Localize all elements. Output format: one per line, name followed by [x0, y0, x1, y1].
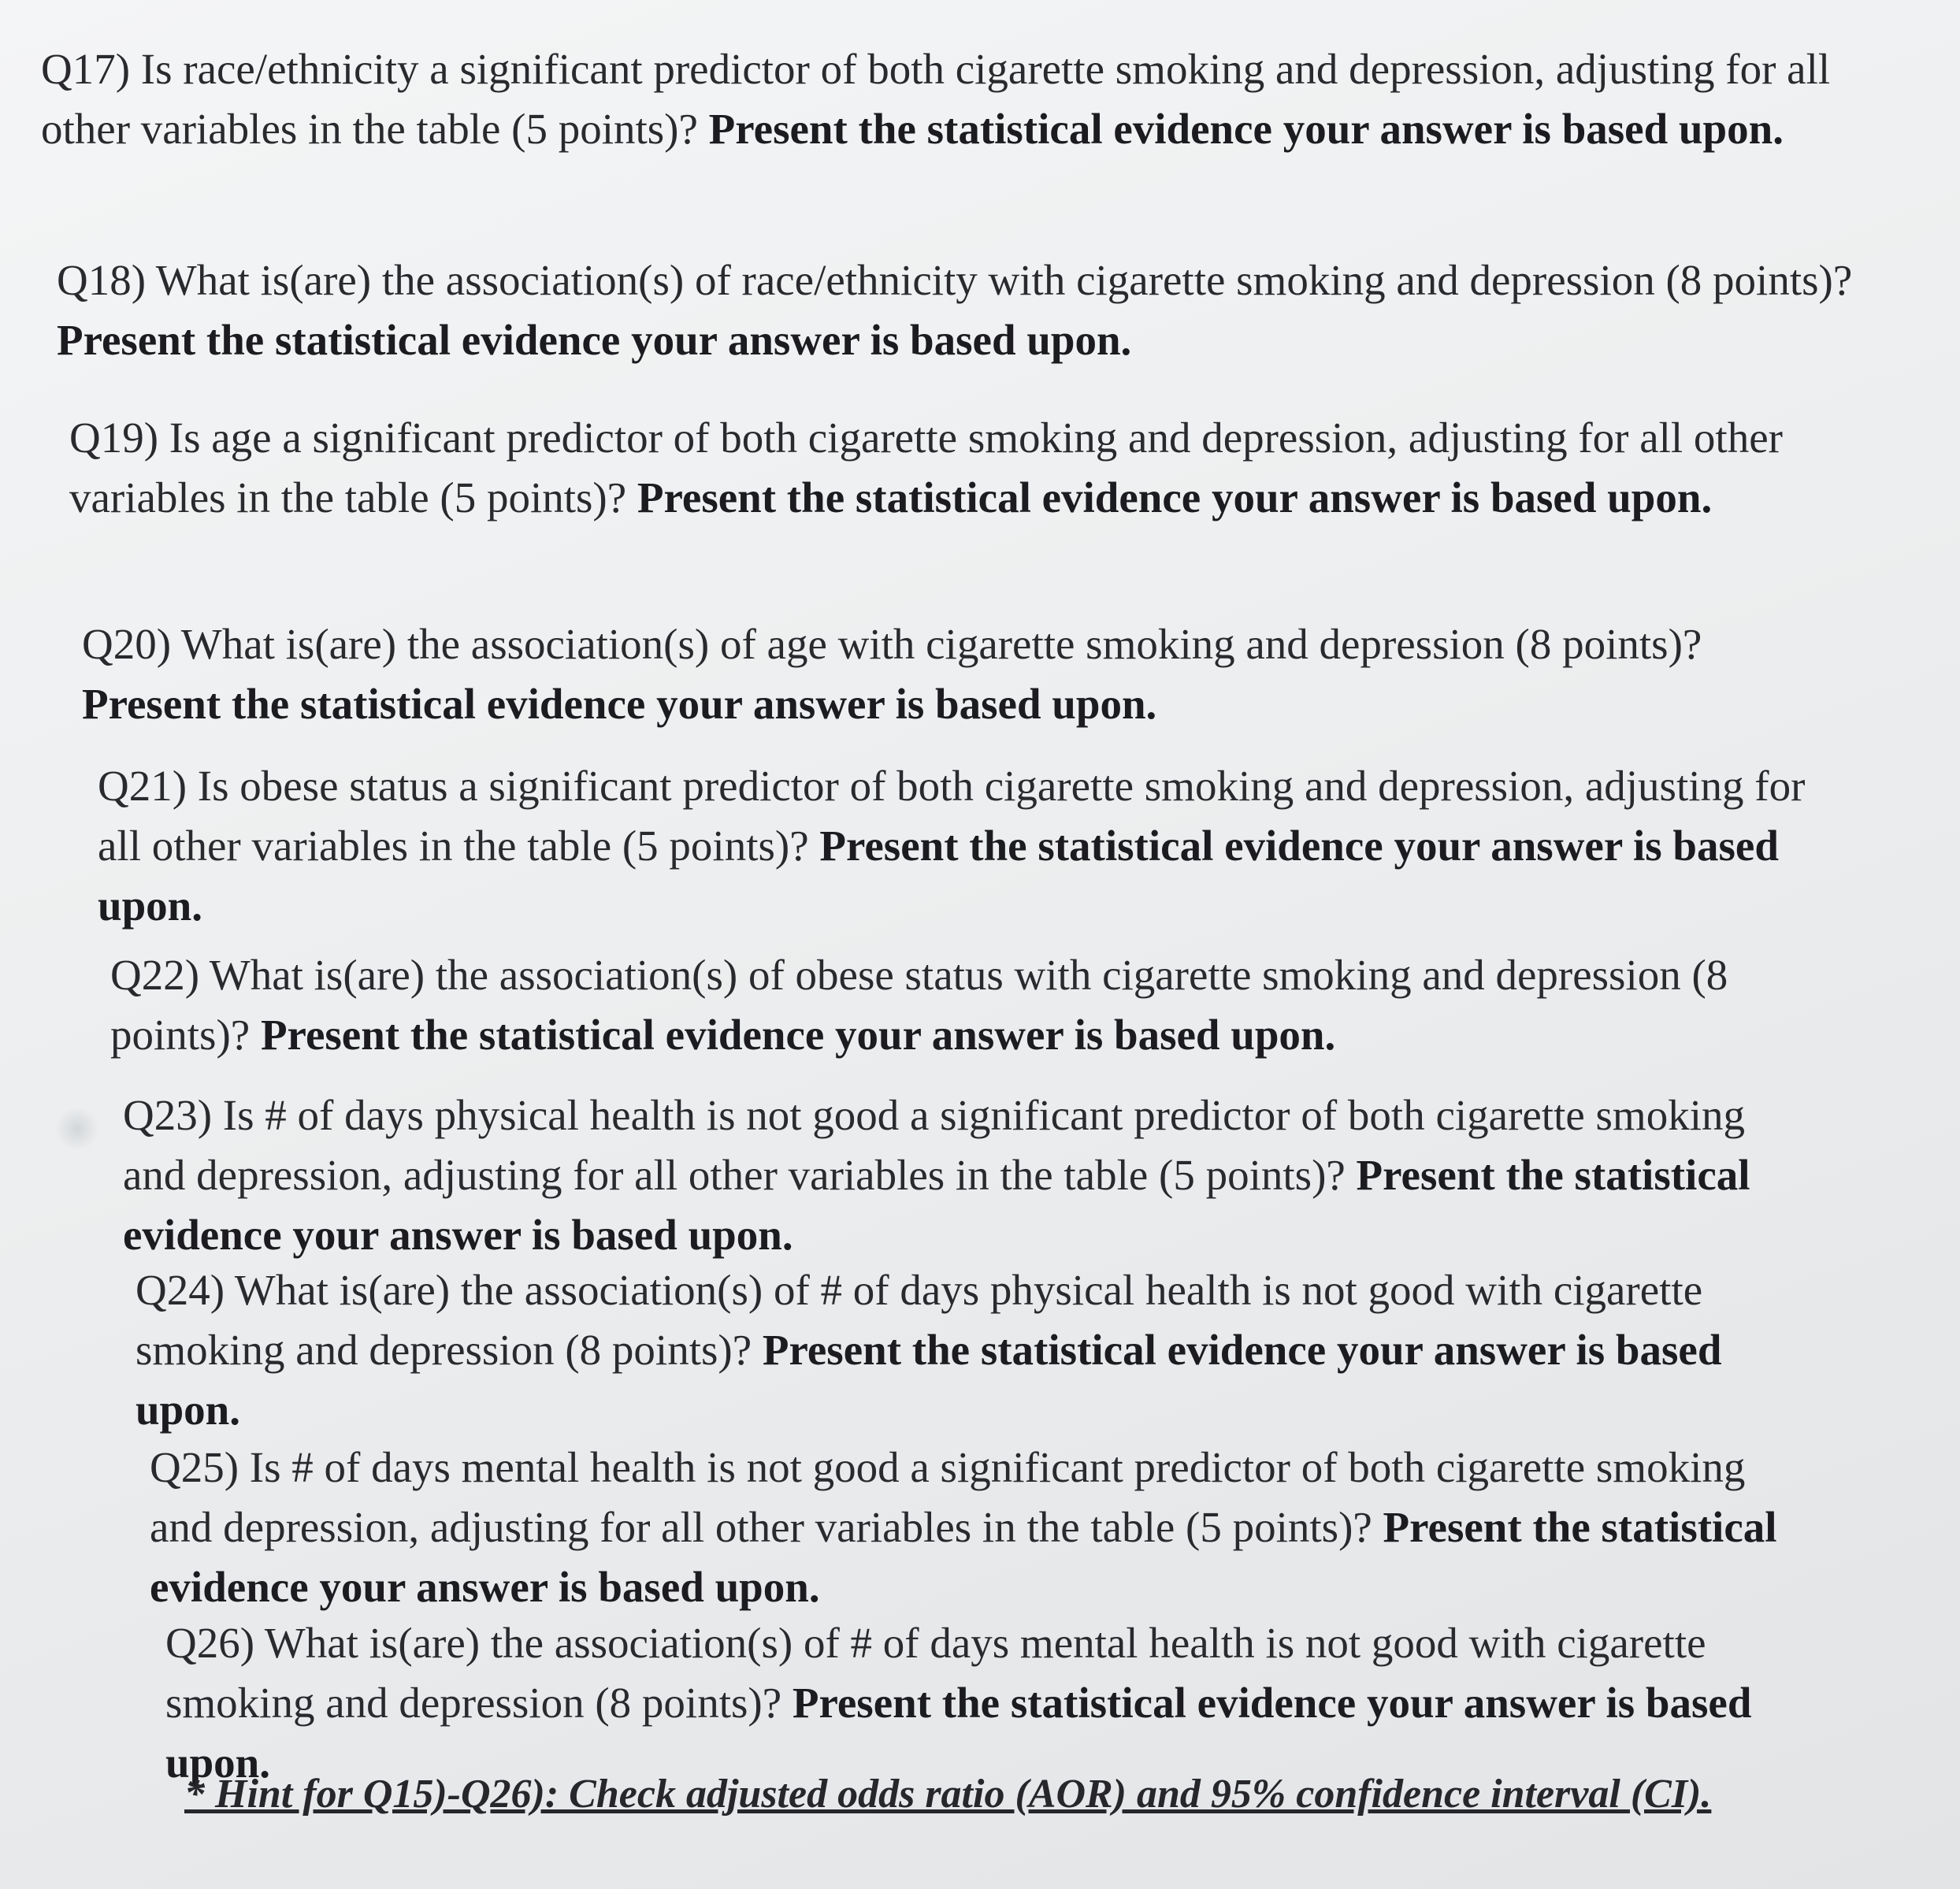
- question-q23: [123, 1086, 1809, 1265]
- evidence-prompt: Present the statistical evidence your answer is based upon.: [98, 822, 1779, 930]
- evidence-prompt: Present the statistical evidence your answer is based upon.: [135, 1326, 1722, 1434]
- question-text: Q24) What is(are) the association(s) of # of days physical health is not good with cigarette smoking and depression (8 points)?: [135, 1266, 1703, 1374]
- question-text: Q23) Is # of days physical health is not good a significant predictor of both cigarette smoking and depression, adjusting for all other variables in the table (5 points)?: [123, 1091, 1745, 1199]
- question-text: Q19) Is age a significant predictor of both cigarette smoking and depression, adjusting for all other variables in the table (5 points)?: [69, 414, 1783, 521]
- evidence-prompt: Present the statistical evidence your answer is based upon.: [165, 1679, 1752, 1787]
- question-q17: [41, 39, 1916, 159]
- screen-smudge: [55, 1107, 99, 1151]
- evidence-prompt: Present the statistical evidence your answer is based upon.: [637, 473, 1713, 521]
- question-q22: [110, 945, 1812, 1065]
- question-text: Q22) What is(are) the association(s) of obese status with cigarette smoking and depression (8 points)?: [110, 951, 1728, 1059]
- question-q18: [57, 251, 1869, 370]
- question-text: Q17) Is race/ethnicity a significant predictor of both cigarette smoking and depression, adjusting for all other variables in the table (5 points)?: [41, 45, 1831, 153]
- hint-note: * Hint for Q15)-Q26): Check adjusted odds ratio (AOR) and 95% confidence interval (CI).: [184, 1772, 1712, 1817]
- evidence-prompt: Present the statistical evidence your answer is based upon.: [260, 1011, 1336, 1059]
- question-q24: [135, 1260, 1790, 1440]
- question-text: Q20) What is(are) the association(s) of age with cigarette smoking and depression (8 points)?: [82, 620, 1702, 668]
- evidence-prompt: Present the statistical evidence your answer is based upon.: [708, 105, 1784, 153]
- evidence-prompt: Present the statistical evidence your answer is based upon.: [123, 1151, 1750, 1259]
- question-text: Q26) What is(are) the association(s) of # of days mental health is not good with cigarette smoking and depression (8 points)?: [165, 1619, 1706, 1727]
- evidence-prompt: Present the statistical evidence your answer is based upon.: [150, 1503, 1777, 1611]
- question-text: Q25) Is # of days mental health is not good a significant predictor of both cigarette smoking and depression, adjusting for all other variables in the table (5 points)?: [150, 1443, 1746, 1551]
- question-text: Q21) Is obese status a significant predictor of both cigarette smoking and depression, adjusting for all other variables in the table (5 points)?: [98, 762, 1806, 870]
- question-q19: [69, 408, 1842, 528]
- evidence-prompt: Present the statistical evidence your answer is based upon.: [57, 316, 1132, 364]
- question-q25: [150, 1438, 1796, 1617]
- evidence-prompt: Present the statistical evidence your answer is based upon.: [82, 680, 1157, 728]
- question-text: Q18) What is(are) the association(s) of race/ethnicity with cigarette smoking and depression (8 points)?: [57, 256, 1853, 304]
- question-q21: [98, 756, 1831, 936]
- question-q20: [82, 614, 1831, 734]
